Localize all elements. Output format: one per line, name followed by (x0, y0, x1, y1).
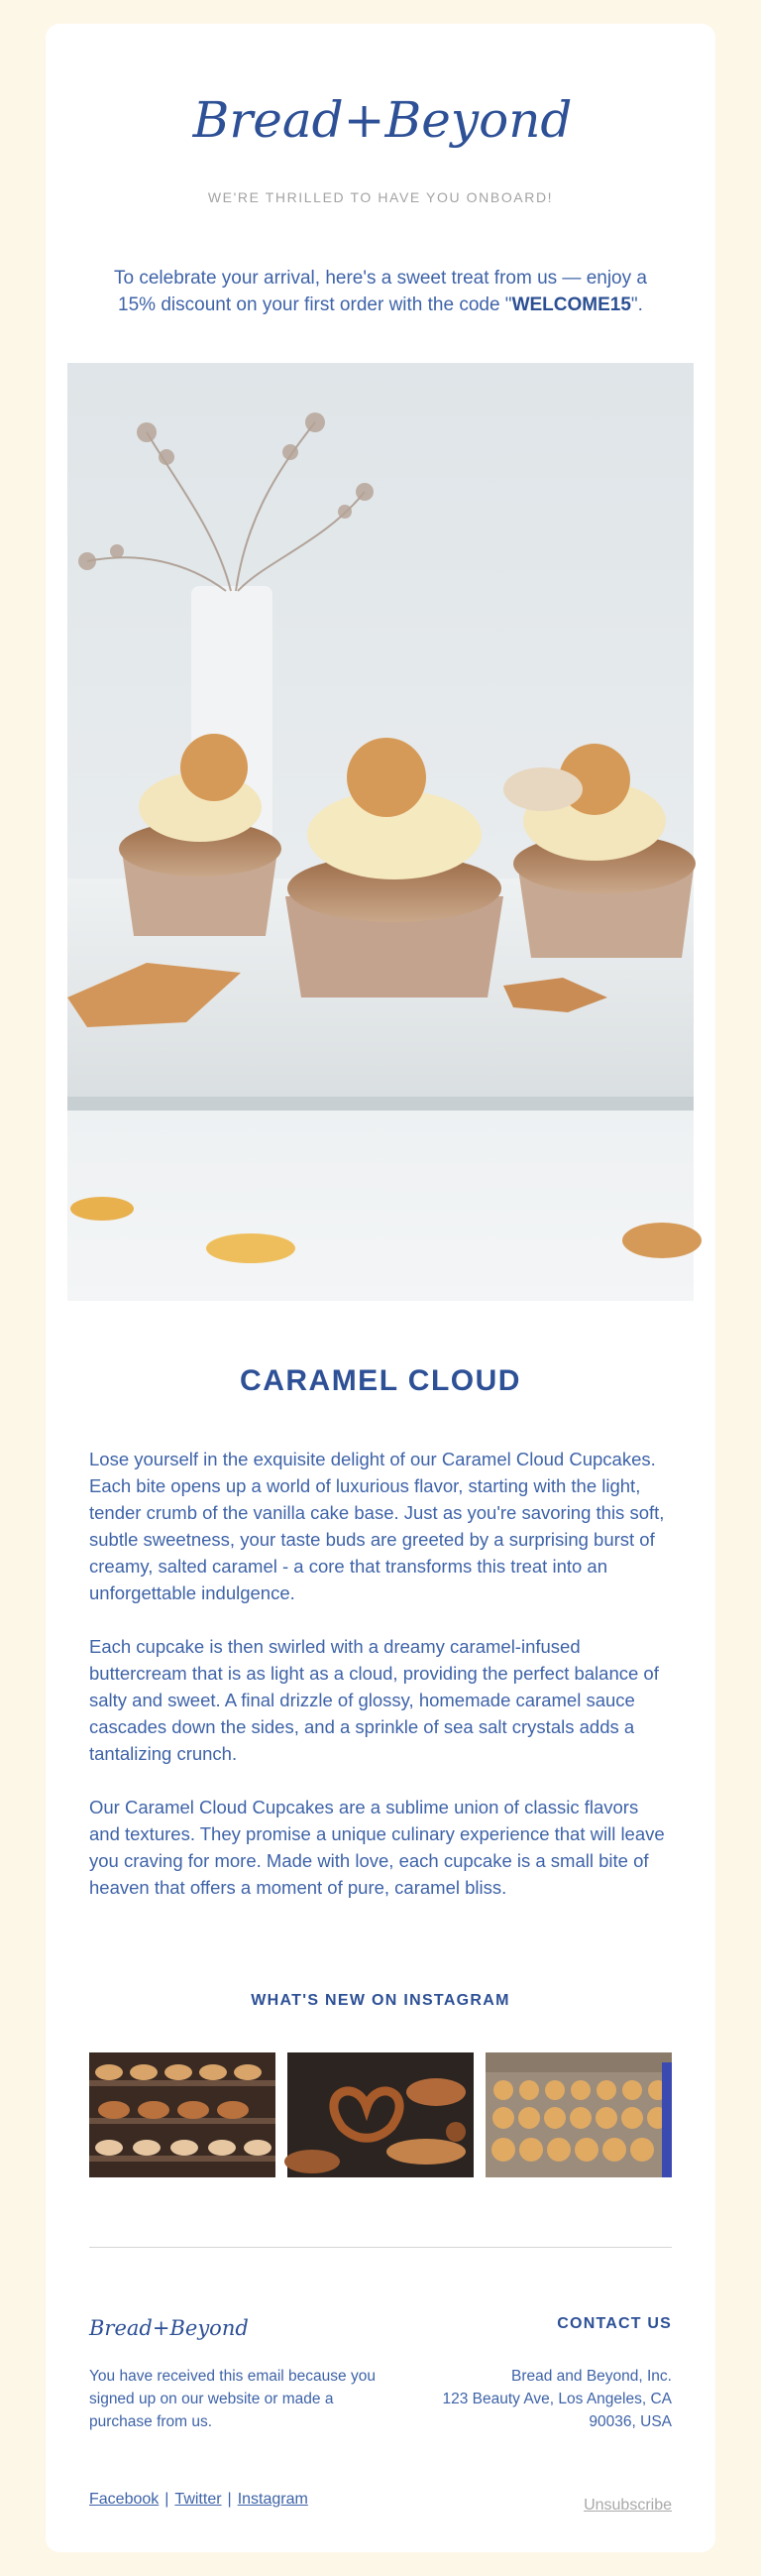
product-title: CARAMEL CLOUD (240, 1364, 521, 1397)
instagram-gallery (89, 2052, 672, 2177)
description-paragraph: Each cupcake is then swirled with a dreamy caramel-infused buttercream that is as light as a cloud, providing the perfect balance of salty and sweet. A final drizzle of glossy, homemade caramel sauce cascades down the sides, and a sprinkle of sea salt crystals adds a tantalizing crunch. (89, 1636, 659, 1764)
brand-logo (192, 75, 573, 175)
footer-logo (89, 2309, 249, 2345)
footer-divider (89, 2247, 672, 2248)
contact-title: CONTACT US (557, 2315, 672, 2332)
description-paragraph: Lose yourself in the exquisite delight of our Caramel Cloud Cupcakes. Each bite opens up a world of luxurious flavor, starting with the light, tender crumb of the vanilla cake base. Just as you're savoring this soft, subtle sweetness, your taste buds are greeted by a surprising burst of creamy, salted caramel - a core that transforms this treat into an unforgettable indulgence. (89, 1449, 665, 1603)
svg-text:Bread+Beyond: Bread+Beyond (192, 91, 573, 149)
buns-tray-photo[interactable] (486, 2052, 672, 2177)
description-paragraph: Our Caramel Cloud Cupcakes are a sublime union of classic flavors and textures. They promise a unique culinary experience that will leave you craving for more. Made with love, each cupcake is a small bite of heaven that offers a moment of pure, caramel bliss. (89, 1797, 665, 1898)
promo-code: WELCOME15 (511, 294, 631, 315)
address-line: 123 Beauty Ave, Los Angeles, CA (442, 2391, 672, 2407)
twitter-link[interactable]: Twitter (174, 2491, 222, 2508)
caramel-cupcakes-photo[interactable] (67, 363, 694, 1301)
address-line: Bread and Beyond, Inc. (510, 2368, 672, 2385)
pastry-shelves-photo[interactable] (89, 2052, 275, 2177)
email-card (46, 24, 715, 2552)
footer-note: You have received this email because you signed up on our website or made a purchase from us. (89, 2368, 376, 2430)
intro-text: To celebrate your arrival, here's a sweet treat from us — enjoy a 15% discount on your first order with the code "WELCOME15". (114, 268, 647, 315)
company-address (375, 2365, 672, 2433)
svg-text:Bread+Beyond: Bread+Beyond (89, 2316, 249, 2340)
address-line: 90036, USA (589, 2413, 672, 2430)
facebook-link[interactable]: Facebook (89, 2491, 160, 2508)
product-description (89, 1446, 672, 1928)
pretzels-photo[interactable] (287, 2052, 474, 2177)
social-links: Facebook | Twitter | Instagram (89, 2491, 308, 2508)
instagram-title: WHAT'S NEW ON INSTAGRAM (251, 1992, 510, 2009)
tagline: WE'RE THRILLED TO HAVE YOU ONBOARD! (207, 189, 554, 205)
instagram-link[interactable]: Instagram (237, 2491, 308, 2508)
unsubscribe-link[interactable]: Unsubscribe (584, 2497, 672, 2514)
